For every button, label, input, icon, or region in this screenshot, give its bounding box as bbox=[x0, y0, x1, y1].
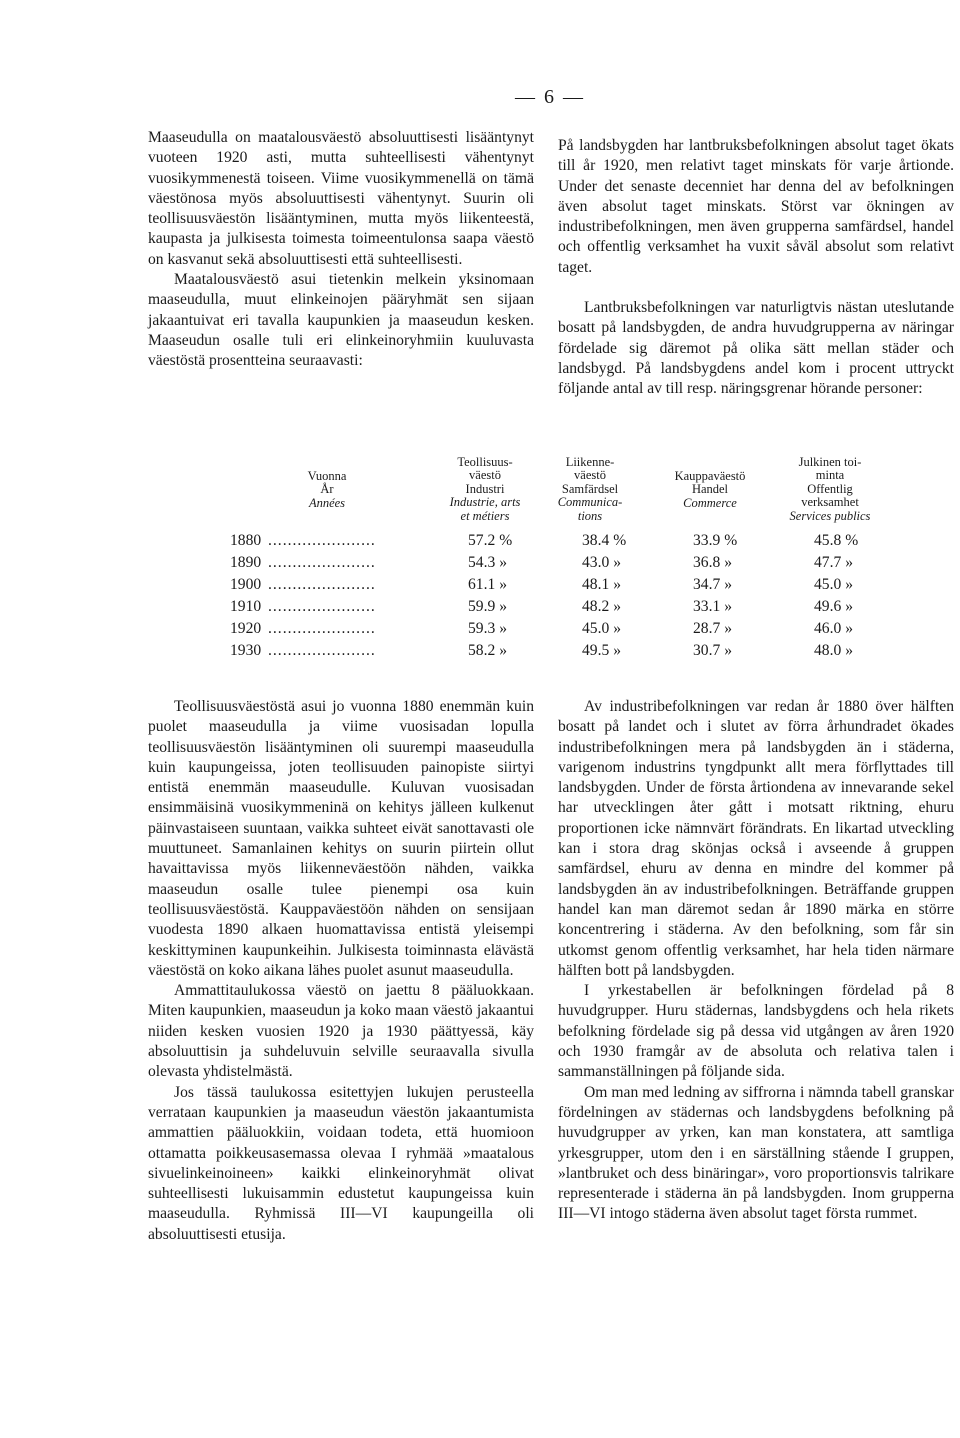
table-row: 1920 ...................... 59.3 » 45.0 » 28.7 » 46.0 » bbox=[230, 620, 853, 637]
paragraph: Teollisuusväestöstä asui jo vuonna 1880 enemmän kuin puolet maaseudulla ja viime vuosisadan lopulla teollisuusväestön lisääntyminen oli suurempi maaseudulla kuin kaupungeissa, joten teollisuuden painopiste siirtyi entistä enemmän maaseudulle. Kuluvan vuosisadan ensimmäisinä vuosikymmeninä on kehitys jälleen kulkenut päinvastaiseen suuntaan, vaikka suhteet eivät sanottavasti ole muuttuneet. Samanlainen kehitys on suurin piirtein ollut havaittavissa myös liikenneväestöön nähden, vaikka maaseudun osalle tulee pienempi osa kuin teollisuusväestöstä. Kauppaväestöön nähden on sensijaan vuodesta 1890 alkaen huomattavissa entistä yleisempi keskittyminen kaupunkeihin. Julkisesta toiminnasta elävästä väestöstä on koko aikana lähes puolet asunut maaseudulla. bbox=[148, 698, 534, 979]
paragraph: Maaseudulla on maatalousväestö absoluuttisesti lisääntynyt vuoteen 1920 asti, mutta suhteellisesti vähentynyt vuosikymmenestä toiseen. Viime vuosikymmenellä on tämä väestönosa myös absoluuttisesti vähentynyt. Suurin oli teollisuusväestön lisääntyminen, mutta myös liikenteestä, kaupasta ja julkisesta toimesta toimeentulonsa saapa väestö on kasvanut sekä absoluuttisesti että suhteellisesti. bbox=[148, 129, 534, 268]
paragraph: Om man med ledning av siffrorna i nämnda tabell granskar fördelningen av städernas och landsbygdens befolkning på huvudgrupper av yrken, kan man konstatera, att samtliga yrkesgrupper, utom den i en särställning stående I gruppen, »lantbruket och dess binäringar», voro proportionsvis talrikare representerade i städerna än på landsbygden. Inom grupperna III—VI intogo städerna även absolut taget första rummet. bbox=[558, 1083, 954, 1223]
paragraph: Maatalousväestö asui tietenkin melkein yksinomaan maaseudulla, muut elinkeinojen pääryhmät sen sijaan jakaantuivat eri tavalla kaupunkien ja maaseudun kesken. Maaseudun osalle tuli eri elinkeinoryhmiin kuuluvasta väestöstä prosentteina seuraavasti: bbox=[148, 271, 534, 370]
header-communications: Liikenne- väestö Samfärdsel Communica- tions bbox=[557, 455, 623, 523]
finnish-analysis-column bbox=[148, 697, 534, 1245]
swedish-analysis-column bbox=[558, 697, 954, 1225]
population-share-table bbox=[230, 452, 930, 662]
header-commerce: Kauppaväestö Handel Commerce bbox=[674, 469, 746, 510]
page-number: — 6 — bbox=[515, 86, 585, 108]
paragraph: På landsbygden har lantbruksbefolkningen absolut taget ökats till år 1920, men relativt taget minskats för varje årtionde. Under det senaste decenniet har denna del av befolkningen även absolut taget minskats. Störst var ökningen av industribefolkningen, men även grupperna samfärdsel, handel och offentlig verksamhet ha vuxit såväl absolut som relativt taget. bbox=[558, 137, 954, 276]
finnish-intro-column bbox=[148, 128, 534, 372]
table-row: 1930 ...................... 58.2 » 49.5 » 30.7 » 48.0 » bbox=[230, 642, 853, 659]
swedish-intro-column bbox=[558, 136, 954, 400]
table-row: 1890 ...................... 54.3 » 43.0 » 36.8 » 47.7 » bbox=[230, 554, 853, 571]
paragraph: Jos tässä taulukossa esitettyjen lukujen perusteella verrataan kaupunkien ja maaseudun väestön jakaantumista ammattien pääluokkiin, voidaan todeta, että huomioon ottamatta poikkeusasemassa olevaa I ryhmää »maatalous sivuelinkeinoineen» kaikki elinkeinoryhmät olivat suhteellisesti lukuisammin edustetut kaupungeissa kuin maaseudulla. Ryhmissä III—VI kaupungeilla oli absoluuttisesti etusija. bbox=[148, 1083, 534, 1243]
header-year: Vuonna År Années bbox=[307, 469, 347, 510]
table-row: 1910 ...................... 59.9 » 48.2 » 33.1 » 49.6 » bbox=[230, 598, 853, 615]
paragraph: I yrkestabellen är befolkningen fördelad på 8 huvudgrupper. Huru städernas, landsbygdens och hela rikets befolkning fördelade sig på dessa vid utgången av åren 1920 och 1930 framgår av de absoluta och relativa talen i sammanställningen på följande sida. bbox=[558, 982, 954, 1081]
table-row: 1880 ...................... 57.2 % 38.4 % 33.9 % 45.8 % bbox=[230, 532, 859, 549]
paragraph: Av industribefolkningen var redan år 1880 över hälften bosatt på landet och i slutet av förra århundradet ökades industribefolkningen mera på landsbygden än i städerna, varigenom industrins tyngdpunkt allt mera förflyttades till landsbygden. Under de första årtiondena av innevarande sekel har utvecklingen åter gått i motsatt riktning, ehuru proportionen icke nämnvärt förändrats. En likartad utveckling kan i stora drag skönjas också i avseende å gruppen samfärdsel, ehuru av denna en mindre del kommer på landsbygden än av industribefolkningen. Beträffande gruppen handel kan man däremot sedan år 1890 märka en större koncentrering i städerna. Av den befolkning, som får sin utkomst genom offentlig verksamhet, har hela tiden närmare hälften bott på landsbygden. bbox=[558, 698, 954, 979]
header-industry: Teollisuus- väestö Industri Industrie, arts et métiers bbox=[449, 455, 521, 523]
paragraph: Ammattitaulukossa väestö on jaettu 8 pääluokkaan. Miten kaupunkien, maaseudun ja koko maan väestö jakaantui niiden kesken vuosien 1920 ja 1930 päättyessä, käy absoluuttisin ja suhdeluvuin selville seuraavalla sivulla olevasta yhdistelmästä. bbox=[148, 982, 534, 1081]
paragraph: Lantbruksbefolkningen var naturligtvis nästan uteslutande bosatt på landsbygden, de andra huvudgrupperna av näringar fördelade sig däremot på olika sätt mellan städer och landsbygd. På landsbygdens andel kom i procent uttryckt följande antal av till resp. näringsgrenar hörande personer: bbox=[558, 299, 954, 398]
table-row: 1900 ...................... 61.1 » 48.1 » 34.7 » 45.0 » bbox=[230, 576, 853, 593]
header-public-services: Julkinen toi- minta Offentlig verksamhet Services publics bbox=[789, 455, 871, 523]
